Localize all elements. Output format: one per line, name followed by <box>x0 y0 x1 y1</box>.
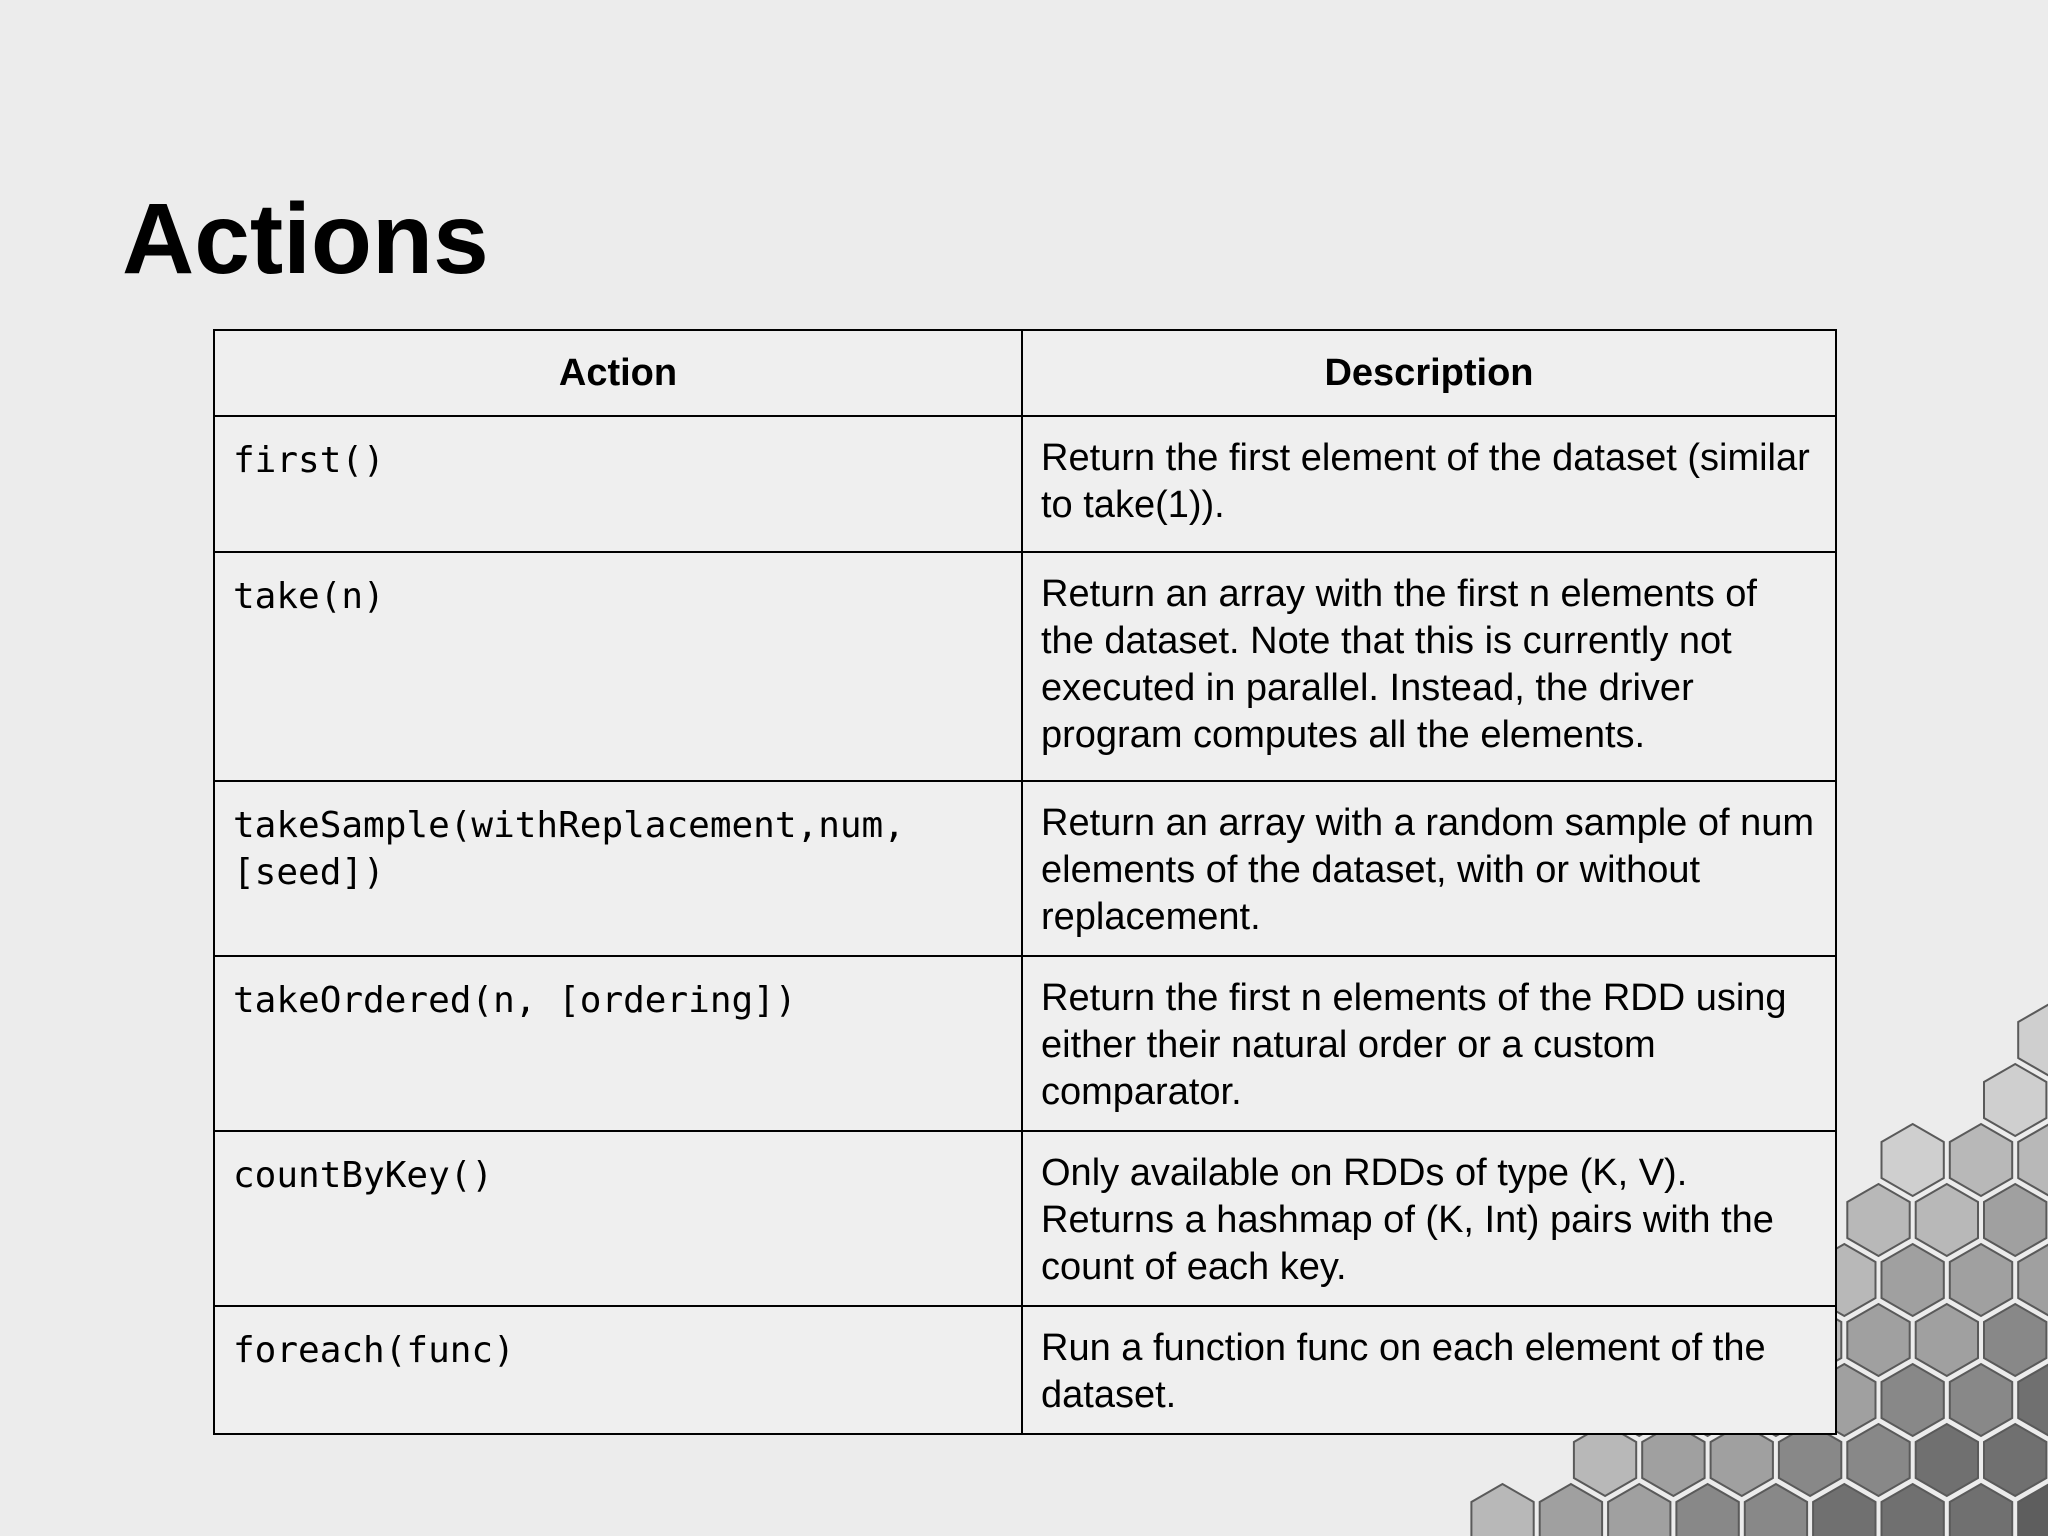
header-action: Action <box>214 330 1022 416</box>
description-cell: Only available on RDDs of type (K, V). Returns a hashmap of (K, Int) pairs with the count of each key. <box>1022 1131 1836 1306</box>
description-cell: Return an array with the first n elements of the dataset. Note that this is currently not executed in parallel. Instead, the driver program computes all the elements. <box>1022 552 1836 781</box>
action-cell: first() <box>214 416 1022 552</box>
hexagon-cell <box>1676 1484 1738 1536</box>
action-cell: take(n) <box>214 552 1022 781</box>
table-row <box>214 416 1836 552</box>
hexagon-cell <box>1847 1304 1909 1376</box>
action-cell: takeOrdered(n, [ordering]) <box>214 956 1022 1131</box>
table-header-row <box>214 330 1836 416</box>
description-cell: Return an array with a random sample of num elements of the dataset, with or without replacement. <box>1022 781 1836 956</box>
hexagon-cell <box>2018 1244 2048 1316</box>
actions-table <box>213 329 1837 1435</box>
hexagon-cell <box>1540 1484 1602 1536</box>
header-description: Description <box>1022 330 1836 416</box>
hexagon-cell <box>1847 1424 1909 1496</box>
description-cell: Return the first n elements of the RDD using either their natural order or a custom comparator. <box>1022 956 1836 1131</box>
hexagon-cell <box>1984 1424 2046 1496</box>
hexagon-cell <box>1950 1124 2012 1196</box>
hexagon-cell <box>2018 1124 2048 1196</box>
description-cell: Return the first element of the dataset (similar to take(1)). <box>1022 416 1836 552</box>
hexagon-cell <box>1882 1124 1944 1196</box>
hexagon-cell <box>1984 1064 2046 1136</box>
hexagon-cell <box>2018 1364 2048 1436</box>
hexagon-cell <box>2018 1004 2048 1076</box>
description-cell: Run a function func on each element of the dataset. <box>1022 1306 1836 1434</box>
hexagon-cell <box>1950 1244 2012 1316</box>
table-row <box>214 1131 1836 1306</box>
table-row <box>214 552 1836 781</box>
action-cell: takeSample(withReplacement,num, [seed]) <box>214 781 1022 956</box>
hexagon-cell <box>1471 1484 1533 1536</box>
slide-title: Actions <box>122 183 489 295</box>
hexagon-cell <box>1608 1484 1670 1536</box>
hexagon-cell <box>1916 1304 1978 1376</box>
hexagon-cell <box>1882 1484 1944 1536</box>
hexagon-cell <box>1882 1364 1944 1436</box>
action-cell: countByKey() <box>214 1131 1022 1306</box>
table-row <box>214 1306 1836 1434</box>
hexagon-cell <box>1813 1484 1875 1536</box>
hexagon-cell <box>1950 1364 2012 1436</box>
table-row <box>214 781 1836 956</box>
hexagon-cell <box>1745 1484 1807 1536</box>
hexagon-cell <box>1916 1424 1978 1496</box>
action-cell: foreach(func) <box>214 1306 1022 1434</box>
hexagon-cell <box>1916 1184 1978 1256</box>
hexagon-cell <box>1984 1184 2046 1256</box>
hexagon-cell <box>1847 1184 1909 1256</box>
table-row <box>214 956 1836 1131</box>
hexagon-cell <box>1882 1244 1944 1316</box>
hexagon-cell <box>1950 1484 2012 1536</box>
hexagon-cell <box>1984 1304 2046 1376</box>
